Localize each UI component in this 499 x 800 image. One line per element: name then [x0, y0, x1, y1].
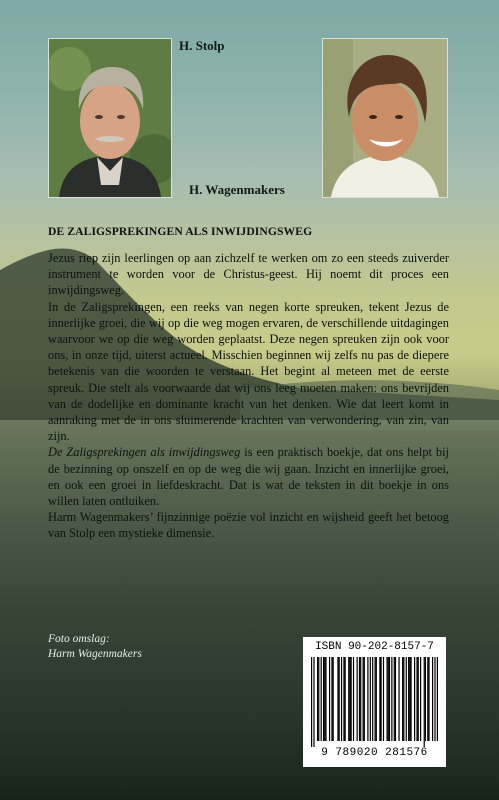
barcode-bar — [434, 657, 435, 741]
author-name-stolp: H. Stolp — [179, 38, 225, 53]
barcode-bar — [391, 657, 392, 741]
barcode-bar — [388, 657, 389, 741]
barcode-bar — [420, 657, 421, 741]
barcode-bar — [386, 657, 387, 741]
barcode-bar — [437, 657, 438, 741]
barcode-bar — [311, 657, 312, 747]
barcode-bar — [375, 657, 376, 741]
barcode-bar — [389, 657, 390, 741]
barcode-bar — [313, 657, 314, 747]
barcode-bar — [337, 657, 338, 741]
barcode-bar — [403, 657, 404, 741]
barcode-bar — [410, 657, 411, 741]
barcode-bar — [408, 657, 409, 741]
blurb-paragraph-3-text: is een praktisch boekje, dat ons helpt bij de bezinning op onszelf en op de weg die wij gaan. Inzicht en innerlijke groei, en ook een groei in liefdeskracht. Dat is wat de teksten in dit boekje in ons willen laten ontluiken. — [48, 445, 449, 509]
barcode-bar — [349, 657, 350, 741]
barcode-bar — [348, 657, 349, 741]
barcode-bar — [425, 657, 426, 741]
barcode-bar — [406, 657, 407, 741]
photo-credit — [48, 632, 142, 662]
blurb-paragraph-2: In de Zaligsprekingen, een reeks van negen korte spreuken, tekent Jezus de innerlijke groei, die wij op die weg mogen ervaren, de verschillende uitdagingen waarvoor we op die weg worden geplaatst. Deze negen spreuken zijn ook voor ons, in onze tijd, uiterst actueel. Misschien beginnen wij zelfs nu pas de diepere betekenis van die woorden te verstaan. Het begint al meteen met de eerste spreuk. Die stelt als voorwaarde dat wij ons leeg moeten maken: ons bevrijden van de dodelijke en dominante kracht van het denken. Wie dat leert komt in aanraking met de in ons sluimerende krachten van verwondering, van zin, van zijn. — [48, 299, 449, 444]
author-name-wagenmakers: H. Wagenmakers — [189, 182, 285, 197]
barcode-bar — [343, 657, 344, 741]
barcode-bar — [370, 657, 371, 741]
barcode-bar — [383, 657, 384, 741]
barcode-bar — [372, 657, 373, 741]
blurb-text — [48, 250, 449, 542]
barcode-bar — [379, 657, 380, 741]
barcode-bar — [345, 657, 346, 741]
barcode-bar — [333, 657, 334, 741]
barcode-bar — [351, 657, 352, 741]
isbn-barcode — [303, 637, 446, 767]
portrait-photo-wagenmakers — [322, 38, 448, 198]
barcode-bars — [311, 657, 438, 747]
barcode-bar — [317, 657, 318, 741]
blurb-paragraph-1: Jezus riep zijn leerlingen op aan zichzelf te werken om zo een steeds zuiverder instrument te worden voor de Christus-geest. Hij noemt dit proces een inwijdingsweg. — [48, 251, 449, 298]
blurb-paragraph-3 — [48, 444, 449, 509]
barcode-bar — [394, 657, 395, 741]
isbn-number: ISBN 90-202-8157-7 — [315, 641, 434, 653]
barcode-bar — [367, 657, 368, 741]
barcode-bar — [380, 657, 381, 741]
barcode-bar — [331, 657, 332, 741]
barcode-bar — [359, 657, 360, 741]
barcode-bar — [324, 657, 325, 741]
barcode-bar — [323, 657, 324, 741]
blurb-book-title-italic: De Zaligsprekingen als inwijdingsweg — [48, 445, 241, 460]
barcode-bar — [402, 657, 403, 741]
barcode-bar — [360, 657, 361, 741]
photo-credit-label: Foto omslag: — [48, 633, 110, 645]
barcode-bar — [329, 657, 330, 741]
barcode-bar — [409, 657, 410, 741]
barcode-bar — [376, 657, 377, 741]
barcode-bar — [428, 657, 429, 741]
blurb-paragraph-4: Harm Wagenmakers’ fijnzinnige poëzie vol inzicht en wijsheid geeft het betoog van Stolp een mystieke dimensie. — [48, 510, 449, 541]
barcode-bar — [364, 657, 365, 741]
barcode-bar — [432, 657, 433, 741]
barcode-bar — [363, 657, 364, 741]
barcode-bar — [321, 657, 322, 741]
barcode-bar — [427, 657, 428, 741]
book-title: DE ZALIGSPREKINGEN ALS INWIJDINGSWEG — [48, 225, 313, 238]
barcode-bar — [416, 657, 417, 741]
barcode-bar — [418, 657, 419, 741]
barcode-bar — [398, 657, 399, 741]
barcode-bar — [395, 657, 396, 741]
photo-credit-name: Harm Wagenmakers — [48, 648, 142, 660]
portrait-photo-stolp — [48, 38, 172, 198]
barcode-bar — [318, 657, 319, 741]
barcode-bar — [339, 657, 340, 741]
barcode-bar — [325, 657, 326, 741]
barcode-bar — [353, 657, 354, 741]
barcode-bar — [341, 657, 342, 741]
barcode-bar — [424, 657, 425, 747]
barcode-bar — [357, 657, 358, 741]
barcode-bar — [414, 657, 415, 741]
ean-number: 9 789020 281576 — [321, 747, 428, 759]
